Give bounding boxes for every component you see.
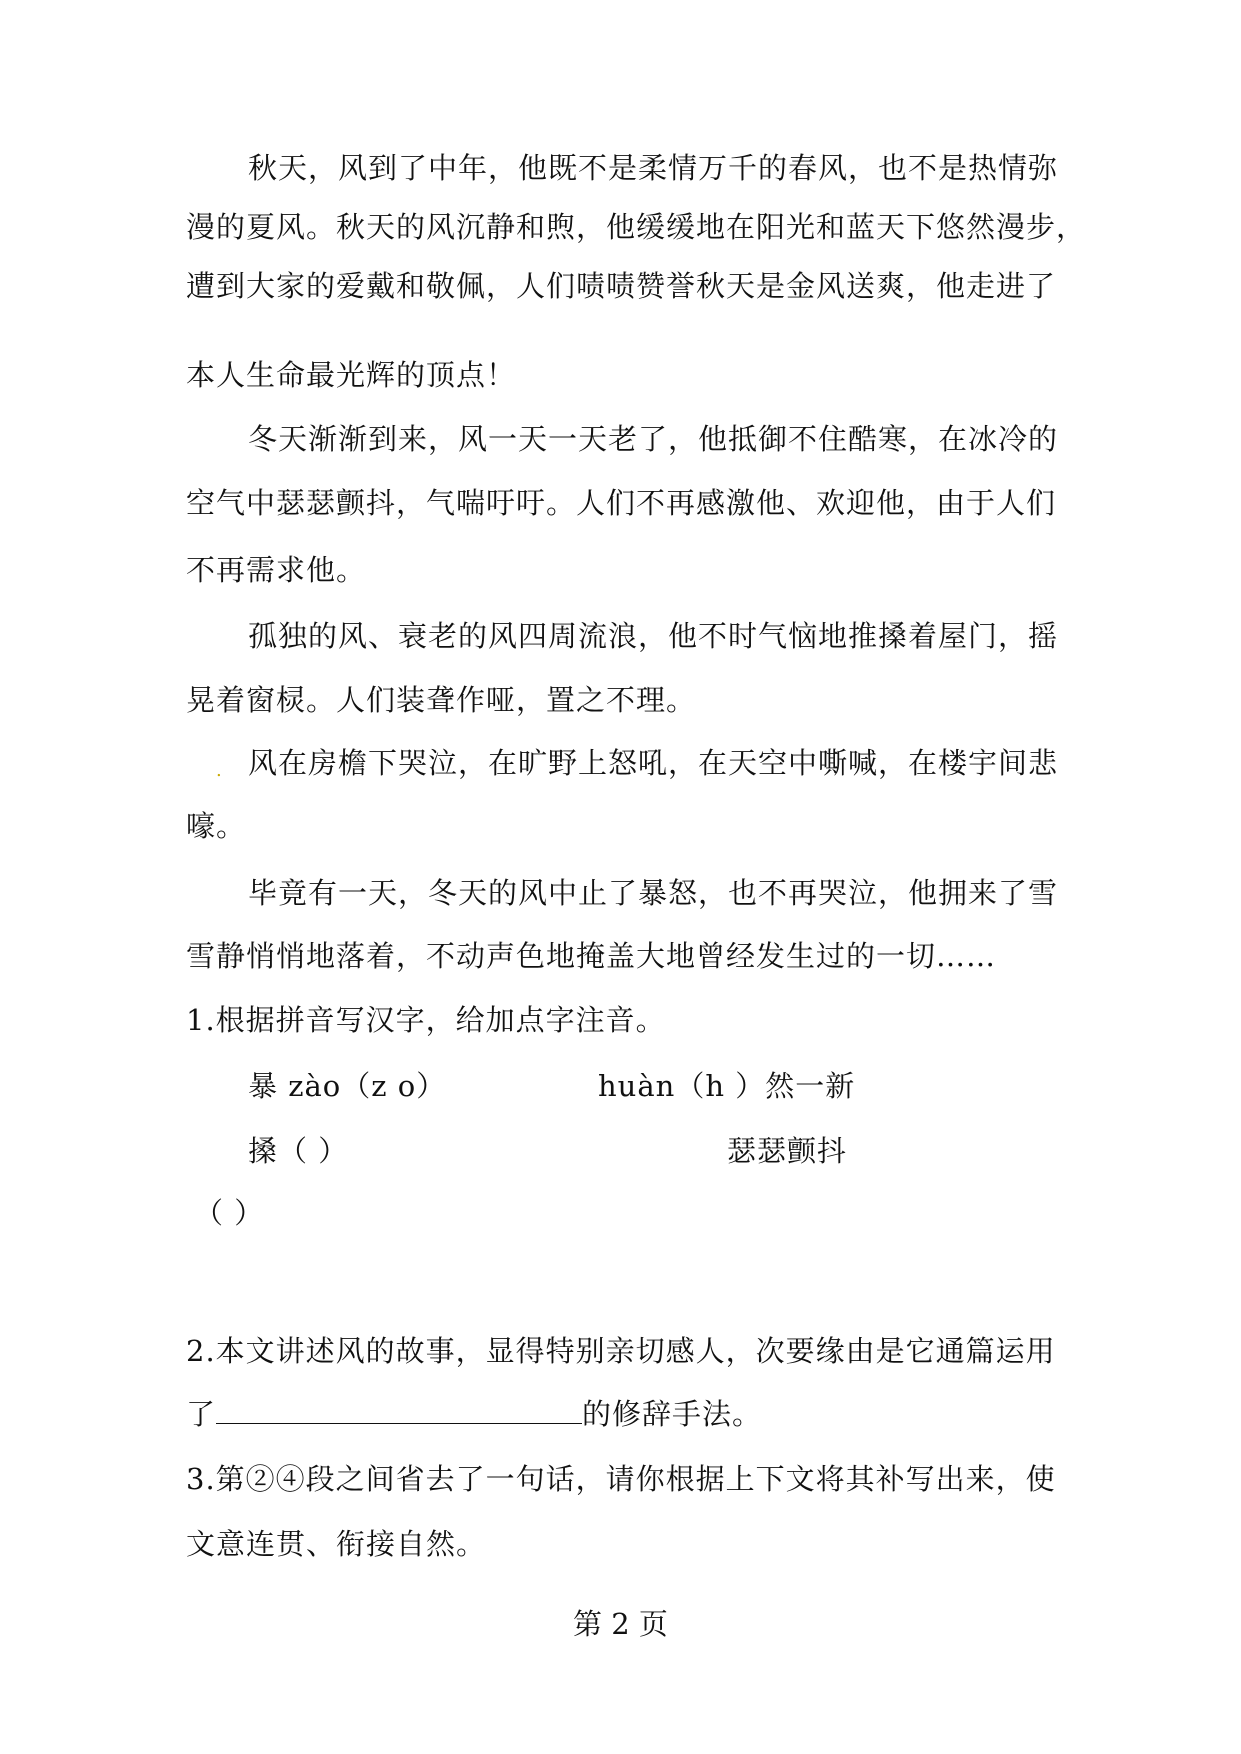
question-1-item-sang: 搡（ ） (248, 1134, 349, 1168)
question-2-line-1: 2.本文讲述风的故事，显得特别亲切感人，次要缘由是它通篇运用 (186, 1334, 1056, 1368)
autumn-para-line-1: 秋天，风到了中年，他既不是柔情万千的春风，也不是热情弥 (248, 151, 1059, 185)
ending-para-line-1: 毕竟有一天，冬天的风中止了暴怒，也不再哭泣，他拥来了雪 (248, 876, 1059, 910)
stray-dot-mark: . (216, 760, 222, 781)
question-1-item-bao-zao: 暴 zào（z o） (248, 1069, 447, 1103)
question-1-item-se-se: 瑟瑟颤抖 (727, 1134, 848, 1168)
question-2-suffix: 的修辞手法。 (582, 1397, 763, 1431)
autumn-para-line-3: 遭到大家的爱戴和敬佩，人们啧啧赞誉秋天是金风送爽，他走进了 (186, 269, 1057, 303)
question-1-item-huan-ran: huàn（h ）然一新 (598, 1069, 856, 1103)
question-2-line-2 (186, 1396, 762, 1432)
lonely-para-line-1: 孤独的风、衰老的风四周流浪，他不时气恼地推搡着屋门，摇 (248, 619, 1059, 653)
question-1-prompt: 1.根据拼音写汉字，给加点字注音。 (186, 1003, 666, 1037)
question-3-line-2: 文意连贯、衔接自然。 (186, 1527, 487, 1561)
autumn-para-line-2: 漫的夏风。秋天的风沉静和煦，他缓缓地在阳光和蓝天下悠然漫步， (186, 210, 1087, 244)
lonely-para-line-2: 晃着窗棂。人们装聋作哑，置之不理。 (186, 683, 697, 717)
winter-para-line-1: 冬天渐渐到来，风一天一天老了，他抵御不住酷寒，在冰冷的 (248, 422, 1059, 456)
question-3-line-1: 3.第②④段之间省去了一句话，请你根据上下文将其补写出来，使 (186, 1462, 1056, 1496)
winter-para-line-2: 空气中瑟瑟颤抖，气喘吁吁。人们不再感激他、欢迎他，由于人们 (186, 486, 1057, 520)
crying-para-line-1: 风在房檐下哭泣，在旷野上怒吼，在天空中嘶喊，在楼宇间悲 (248, 746, 1059, 780)
crying-para-line-2: 嚎。 (186, 809, 247, 843)
question-2-answer-blank[interactable] (216, 1397, 582, 1424)
ending-para-line-2: 雪静悄悄地落着，不动声色地掩盖大地曾经发生过的一切…… (186, 939, 997, 973)
page-number: 第 2 页 (573, 1607, 668, 1641)
winter-para-line-3: 不再需求他。 (186, 553, 367, 587)
autumn-para-line-4: 本人生命最光辉的顶点！ (186, 358, 517, 392)
question-2-prefix: 了 (186, 1397, 217, 1431)
question-1-item-blank-paren: （ ） (194, 1196, 265, 1230)
